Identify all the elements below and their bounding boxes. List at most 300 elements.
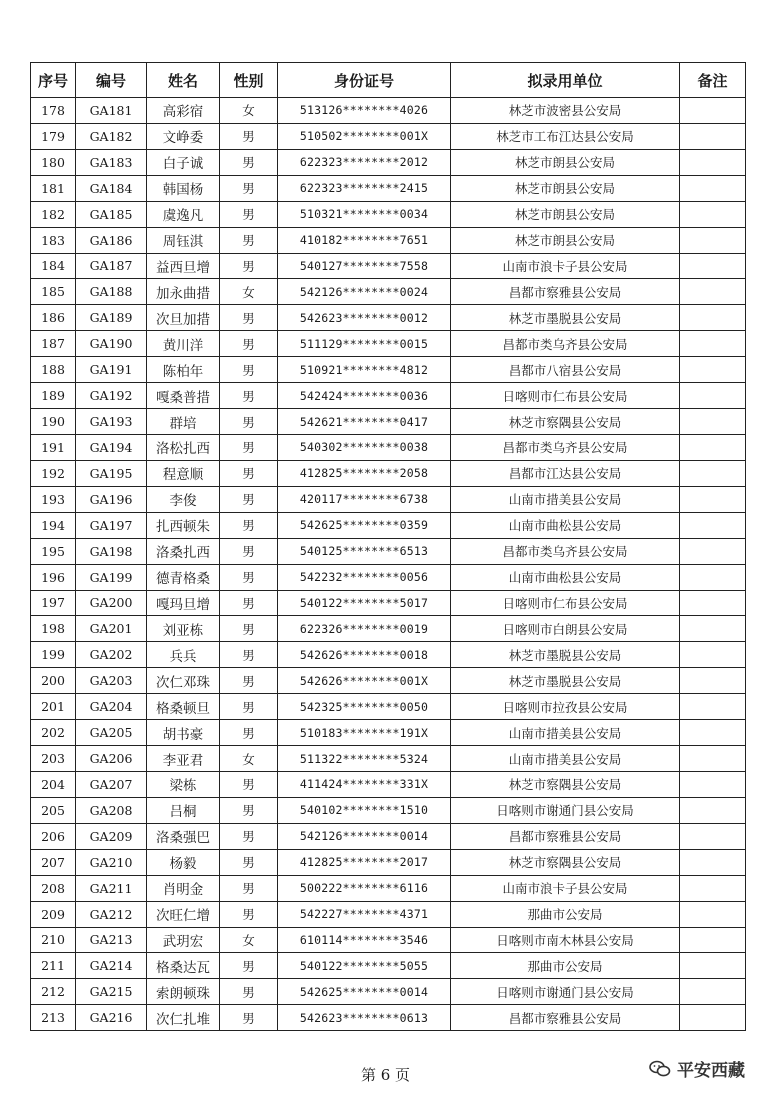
- table-row: [31, 590, 746, 616]
- cell-name: 梁栋: [147, 771, 220, 797]
- cell-id: 622323********2012: [278, 149, 451, 175]
- table-row: [31, 901, 746, 927]
- cell-remark: [680, 175, 746, 201]
- cell-remark: [680, 668, 746, 694]
- cell-code: GA189: [76, 305, 147, 331]
- table-row: [31, 123, 746, 149]
- cell-id: 511129********0015: [278, 331, 451, 357]
- cell-remark: [680, 953, 746, 979]
- cell-gender: 男: [220, 720, 278, 746]
- table-row: [31, 694, 746, 720]
- cell-gender: 男: [220, 979, 278, 1005]
- cell-id: 412825********2017: [278, 849, 451, 875]
- cell-remark: [680, 849, 746, 875]
- cell-id: 540122********5055: [278, 953, 451, 979]
- cell-seq: 197: [31, 590, 76, 616]
- cell-remark: [680, 694, 746, 720]
- cell-remark: [680, 279, 746, 305]
- cell-name: 嘎桑普措: [147, 383, 220, 409]
- table-row: [31, 875, 746, 901]
- cell-remark: [680, 642, 746, 668]
- cell-name: 洛桑强巴: [147, 823, 220, 849]
- brand-watermark: [649, 1056, 745, 1081]
- cell-seq: 199: [31, 642, 76, 668]
- cell-remark: [680, 357, 746, 383]
- cell-name: 高彩宿: [147, 98, 220, 124]
- cell-remark: [680, 797, 746, 823]
- cell-id: 542626********001X: [278, 668, 451, 694]
- cell-unit: 日喀则市仁布县公安局: [451, 590, 680, 616]
- table-row: [31, 175, 746, 201]
- table-row: [31, 979, 746, 1005]
- cell-seq: 193: [31, 486, 76, 512]
- cell-gender: 男: [220, 1005, 278, 1031]
- cell-id: 540125********6513: [278, 538, 451, 564]
- cell-seq: 211: [31, 953, 76, 979]
- cell-gender: 男: [220, 797, 278, 823]
- cell-name: 李亚君: [147, 746, 220, 772]
- cell-unit: 林芝市朗县公安局: [451, 227, 680, 253]
- cell-gender: 男: [220, 642, 278, 668]
- cell-name: 次旺仁增: [147, 901, 220, 927]
- recruitment-table: [30, 62, 746, 1031]
- cell-seq: 202: [31, 720, 76, 746]
- cell-seq: 196: [31, 564, 76, 590]
- cell-seq: 201: [31, 694, 76, 720]
- cell-code: GA211: [76, 875, 147, 901]
- brand-text: 平安西藏: [677, 1061, 745, 1081]
- cell-code: GA185: [76, 201, 147, 227]
- cell-id: 410182********7651: [278, 227, 451, 253]
- table-row: [31, 668, 746, 694]
- cell-gender: 男: [220, 564, 278, 590]
- table-row: [31, 98, 746, 124]
- cell-name: 次仁扎堆: [147, 1005, 220, 1031]
- cell-code: GA204: [76, 694, 147, 720]
- cell-code: GA183: [76, 149, 147, 175]
- cell-remark: [680, 383, 746, 409]
- cell-id: 542126********0024: [278, 279, 451, 305]
- cell-id: 542623********0613: [278, 1005, 451, 1031]
- cell-remark: [680, 771, 746, 797]
- cell-code: GA195: [76, 460, 147, 486]
- cell-gender: 男: [220, 538, 278, 564]
- cell-name: 黄川洋: [147, 331, 220, 357]
- cell-code: GA210: [76, 849, 147, 875]
- cell-remark: [680, 331, 746, 357]
- cell-name: 肖明金: [147, 875, 220, 901]
- page-number: 第 6 页: [360, 1066, 411, 1084]
- cell-unit: 日喀则市谢通门县公安局: [451, 979, 680, 1005]
- cell-id: 622326********0019: [278, 616, 451, 642]
- cell-name: 索朗顿珠: [147, 979, 220, 1005]
- cell-code: GA194: [76, 434, 147, 460]
- table-row: [31, 331, 746, 357]
- cell-gender: 男: [220, 357, 278, 383]
- cell-gender: 女: [220, 98, 278, 124]
- cell-code: GA203: [76, 668, 147, 694]
- cell-gender: 男: [220, 875, 278, 901]
- cell-id: 540302********0038: [278, 434, 451, 460]
- cell-code: GA197: [76, 512, 147, 538]
- cell-code: GA192: [76, 383, 147, 409]
- cell-gender: 男: [220, 512, 278, 538]
- cell-code: GA213: [76, 927, 147, 953]
- cell-id: 540127********7558: [278, 253, 451, 279]
- table-row: [31, 953, 746, 979]
- cell-name: 次仁邓珠: [147, 668, 220, 694]
- cell-id: 542232********0056: [278, 564, 451, 590]
- cell-gender: 男: [220, 460, 278, 486]
- cell-gender: 男: [220, 123, 278, 149]
- cell-unit: 那曲市公安局: [451, 901, 680, 927]
- cell-id: 510321********0034: [278, 201, 451, 227]
- table-row: [31, 746, 746, 772]
- cell-seq: 205: [31, 797, 76, 823]
- table-row: [31, 434, 746, 460]
- header-name: 姓名: [147, 63, 220, 98]
- cell-unit: 昌都市江达县公安局: [451, 460, 680, 486]
- cell-unit: 日喀则市拉孜县公安局: [451, 694, 680, 720]
- cell-seq: 179: [31, 123, 76, 149]
- cell-gender: 男: [220, 201, 278, 227]
- cell-name: 群培: [147, 409, 220, 435]
- table-row: [31, 227, 746, 253]
- table-row: [31, 149, 746, 175]
- cell-unit: 昌都市八宿县公安局: [451, 357, 680, 383]
- cell-name: 格桑顿旦: [147, 694, 220, 720]
- cell-unit: 山南市措美县公安局: [451, 746, 680, 772]
- cell-code: GA205: [76, 720, 147, 746]
- cell-name: 文峥委: [147, 123, 220, 149]
- cell-unit: 日喀则市白朗县公安局: [451, 616, 680, 642]
- cell-code: GA208: [76, 797, 147, 823]
- table-row: [31, 305, 746, 331]
- cell-seq: 182: [31, 201, 76, 227]
- cell-seq: 185: [31, 279, 76, 305]
- table-row: [31, 1005, 746, 1031]
- cell-code: GA209: [76, 823, 147, 849]
- cell-name: 白子诚: [147, 149, 220, 175]
- cell-seq: 212: [31, 979, 76, 1005]
- cell-code: GA212: [76, 901, 147, 927]
- cell-unit: 林芝市察隅县公安局: [451, 849, 680, 875]
- cell-code: GA190: [76, 331, 147, 357]
- cell-code: GA181: [76, 98, 147, 124]
- cell-name: 洛松扎西: [147, 434, 220, 460]
- cell-remark: [680, 486, 746, 512]
- header-code: 编号: [76, 63, 147, 98]
- cell-unit: 昌都市类乌齐县公安局: [451, 434, 680, 460]
- cell-unit: 昌都市察雅县公安局: [451, 823, 680, 849]
- cell-remark: [680, 227, 746, 253]
- cell-code: GA202: [76, 642, 147, 668]
- cell-gender: 男: [220, 953, 278, 979]
- cell-seq: 209: [31, 901, 76, 927]
- cell-id: 513126********4026: [278, 98, 451, 124]
- cell-name: 陈柏年: [147, 357, 220, 383]
- cell-gender: 男: [220, 901, 278, 927]
- cell-name: 胡书豪: [147, 720, 220, 746]
- cell-code: GA201: [76, 616, 147, 642]
- cell-seq: 204: [31, 771, 76, 797]
- cell-code: GA199: [76, 564, 147, 590]
- cell-id: 542625********0359: [278, 512, 451, 538]
- cell-id: 510183********191X: [278, 720, 451, 746]
- cell-gender: 男: [220, 175, 278, 201]
- cell-remark: [680, 875, 746, 901]
- cell-remark: [680, 746, 746, 772]
- table-row: [31, 486, 746, 512]
- cell-code: GA188: [76, 279, 147, 305]
- cell-seq: 180: [31, 149, 76, 175]
- cell-code: GA187: [76, 253, 147, 279]
- cell-gender: 男: [220, 305, 278, 331]
- table-row: [31, 564, 746, 590]
- cell-unit: 山南市措美县公安局: [451, 486, 680, 512]
- cell-name: 次旦加措: [147, 305, 220, 331]
- cell-id: 610114********3546: [278, 927, 451, 953]
- table-row: [31, 460, 746, 486]
- header-seq: 序号: [31, 63, 76, 98]
- cell-code: GA215: [76, 979, 147, 1005]
- cell-seq: 178: [31, 98, 76, 124]
- cell-name: 韩国杨: [147, 175, 220, 201]
- table-row: [31, 927, 746, 953]
- cell-id: 511322********5324: [278, 746, 451, 772]
- table-row: [31, 849, 746, 875]
- cell-name: 扎西顿朱: [147, 512, 220, 538]
- table-row: [31, 720, 746, 746]
- cell-gender: 女: [220, 927, 278, 953]
- cell-seq: 192: [31, 460, 76, 486]
- cell-unit: 山南市措美县公安局: [451, 720, 680, 746]
- cell-code: GA216: [76, 1005, 147, 1031]
- cell-id: 542623********0012: [278, 305, 451, 331]
- table-row: [31, 279, 746, 305]
- cell-remark: [680, 927, 746, 953]
- cell-seq: 195: [31, 538, 76, 564]
- table-row: [31, 823, 746, 849]
- cell-name: 程意顺: [147, 460, 220, 486]
- cell-id: 542325********0050: [278, 694, 451, 720]
- cell-id: 542424********0036: [278, 383, 451, 409]
- cell-name: 加永曲措: [147, 279, 220, 305]
- cell-seq: 181: [31, 175, 76, 201]
- cell-id: 411424********331X: [278, 771, 451, 797]
- cell-seq: 208: [31, 875, 76, 901]
- cell-unit: 昌都市察雅县公安局: [451, 1005, 680, 1031]
- cell-gender: 男: [220, 409, 278, 435]
- table-row: [31, 357, 746, 383]
- cell-id: 510921********4812: [278, 357, 451, 383]
- cell-remark: [680, 149, 746, 175]
- cell-name: 刘亚栋: [147, 616, 220, 642]
- table-row: [31, 383, 746, 409]
- cell-remark: [680, 979, 746, 1005]
- cell-remark: [680, 590, 746, 616]
- cell-name: 武玥宏: [147, 927, 220, 953]
- cell-seq: 198: [31, 616, 76, 642]
- cell-remark: [680, 253, 746, 279]
- cell-id: 412825********2058: [278, 460, 451, 486]
- cell-seq: 187: [31, 331, 76, 357]
- cell-unit: 山南市曲松县公安局: [451, 512, 680, 538]
- cell-gender: 男: [220, 849, 278, 875]
- cell-gender: 男: [220, 694, 278, 720]
- cell-unit: 昌都市类乌齐县公安局: [451, 331, 680, 357]
- cell-unit: 山南市曲松县公安局: [451, 564, 680, 590]
- table-row: [31, 409, 746, 435]
- cell-seq: 200: [31, 668, 76, 694]
- cell-name: 格桑达瓦: [147, 953, 220, 979]
- cell-seq: 213: [31, 1005, 76, 1031]
- cell-unit: 那曲市公安局: [451, 953, 680, 979]
- cell-gender: 男: [220, 331, 278, 357]
- cell-remark: [680, 305, 746, 331]
- cell-seq: 194: [31, 512, 76, 538]
- cell-name: 洛桑扎西: [147, 538, 220, 564]
- cell-name: 益西旦增: [147, 253, 220, 279]
- cell-id: 420117********6738: [278, 486, 451, 512]
- cell-unit: 林芝市工布江达县公安局: [451, 123, 680, 149]
- cell-code: GA207: [76, 771, 147, 797]
- header-gender: 性别: [220, 63, 278, 98]
- cell-name: 嘎玛旦增: [147, 590, 220, 616]
- cell-id: 542126********0014: [278, 823, 451, 849]
- table-row: [31, 771, 746, 797]
- cell-name: 德青格桑: [147, 564, 220, 590]
- cell-remark: [680, 616, 746, 642]
- cell-gender: 男: [220, 383, 278, 409]
- cell-seq: 206: [31, 823, 76, 849]
- cell-remark: [680, 720, 746, 746]
- cell-remark: [680, 409, 746, 435]
- cell-id: 510502********001X: [278, 123, 451, 149]
- cell-gender: 男: [220, 253, 278, 279]
- cell-unit: 林芝市朗县公安局: [451, 175, 680, 201]
- cell-unit: 昌都市察雅县公安局: [451, 279, 680, 305]
- cell-id: 500222********6116: [278, 875, 451, 901]
- cell-code: GA196: [76, 486, 147, 512]
- cell-id: 540122********5017: [278, 590, 451, 616]
- cell-name: 周钰淇: [147, 227, 220, 253]
- cell-gender: 男: [220, 668, 278, 694]
- cell-gender: 女: [220, 746, 278, 772]
- cell-unit: 林芝市察隅县公安局: [451, 409, 680, 435]
- table-header-row: [31, 63, 746, 98]
- cell-unit: 林芝市墨脱县公安局: [451, 668, 680, 694]
- cell-remark: [680, 460, 746, 486]
- table-row: [31, 512, 746, 538]
- header-unit: 拟录用单位: [451, 63, 680, 98]
- cell-gender: 男: [220, 616, 278, 642]
- cell-unit: 林芝市朗县公安局: [451, 149, 680, 175]
- cell-seq: 207: [31, 849, 76, 875]
- cell-remark: [680, 1005, 746, 1031]
- cell-unit: 林芝市察隅县公安局: [451, 771, 680, 797]
- cell-seq: 188: [31, 357, 76, 383]
- cell-gender: 女: [220, 279, 278, 305]
- cell-remark: [680, 538, 746, 564]
- table-row: [31, 642, 746, 668]
- cell-id: 542621********0417: [278, 409, 451, 435]
- cell-seq: 191: [31, 434, 76, 460]
- cell-remark: [680, 201, 746, 227]
- cell-code: GA214: [76, 953, 147, 979]
- wechat-icon: [649, 1060, 671, 1078]
- cell-unit: 昌都市类乌齐县公安局: [451, 538, 680, 564]
- cell-gender: 男: [220, 771, 278, 797]
- cell-unit: 山南市浪卡子县公安局: [451, 875, 680, 901]
- cell-remark: [680, 98, 746, 124]
- cell-gender: 男: [220, 823, 278, 849]
- cell-gender: 男: [220, 227, 278, 253]
- cell-unit: 林芝市墨脱县公安局: [451, 642, 680, 668]
- table-row: [31, 797, 746, 823]
- cell-unit: 日喀则市谢通门县公安局: [451, 797, 680, 823]
- cell-gender: 男: [220, 149, 278, 175]
- cell-code: GA193: [76, 409, 147, 435]
- cell-seq: 184: [31, 253, 76, 279]
- cell-unit: 林芝市墨脱县公安局: [451, 305, 680, 331]
- cell-unit: 山南市浪卡子县公安局: [451, 253, 680, 279]
- cell-seq: 183: [31, 227, 76, 253]
- cell-id: 542227********4371: [278, 901, 451, 927]
- cell-remark: [680, 123, 746, 149]
- cell-id: 542626********0018: [278, 642, 451, 668]
- cell-code: GA182: [76, 123, 147, 149]
- cell-name: 杨毅: [147, 849, 220, 875]
- cell-unit: 日喀则市南木林县公安局: [451, 927, 680, 953]
- table-row: [31, 253, 746, 279]
- cell-seq: 189: [31, 383, 76, 409]
- cell-code: GA200: [76, 590, 147, 616]
- cell-name: 虞逸凡: [147, 201, 220, 227]
- cell-code: GA206: [76, 746, 147, 772]
- cell-remark: [680, 434, 746, 460]
- cell-remark: [680, 901, 746, 927]
- table-row: [31, 201, 746, 227]
- cell-seq: 203: [31, 746, 76, 772]
- cell-id: 540102********1510: [278, 797, 451, 823]
- cell-code: GA186: [76, 227, 147, 253]
- cell-unit: 日喀则市仁布县公安局: [451, 383, 680, 409]
- cell-seq: 190: [31, 409, 76, 435]
- cell-seq: 186: [31, 305, 76, 331]
- table-row: [31, 538, 746, 564]
- cell-name: 吕桐: [147, 797, 220, 823]
- table-row: [31, 616, 746, 642]
- header-remark: 备注: [680, 63, 746, 98]
- cell-gender: 男: [220, 486, 278, 512]
- cell-seq: 210: [31, 927, 76, 953]
- cell-code: GA191: [76, 357, 147, 383]
- cell-gender: 男: [220, 434, 278, 460]
- cell-unit: 林芝市波密县公安局: [451, 98, 680, 124]
- cell-unit: 林芝市朗县公安局: [451, 201, 680, 227]
- cell-remark: [680, 564, 746, 590]
- table-body: [31, 98, 746, 1031]
- cell-name: 兵兵: [147, 642, 220, 668]
- document-sheet: [30, 62, 745, 1031]
- cell-remark: [680, 512, 746, 538]
- cell-remark: [680, 823, 746, 849]
- cell-code: GA184: [76, 175, 147, 201]
- cell-code: GA198: [76, 538, 147, 564]
- cell-name: 李俊: [147, 486, 220, 512]
- cell-gender: 男: [220, 590, 278, 616]
